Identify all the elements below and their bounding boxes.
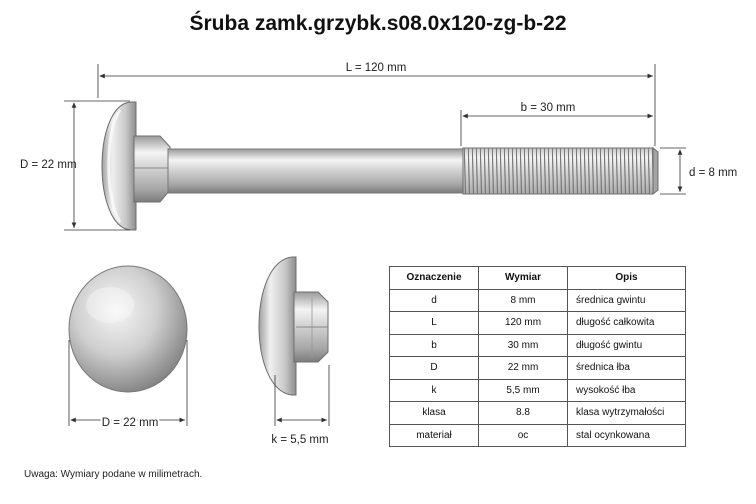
cell-description: stal ocynkowana [568,424,686,447]
cell-designation: D [390,357,479,380]
thread-length-label: b = 30 mm [520,102,576,114]
table-header-row [390,267,686,290]
cell-designation: k [390,379,479,402]
spec-table [389,266,686,447]
head-diameter-side-label: D = 22 mm [20,159,77,171]
table-row [390,402,686,425]
thread-diameter-label: d = 8 mm [689,167,738,179]
cell-dimension: 8.8 [479,402,568,425]
cell-designation: b [390,334,479,357]
header-description: Opis [568,267,686,290]
head-height-label: k = 5,5 mm [271,434,329,446]
bolt-side-view [102,102,658,230]
cell-dimension: 120 mm [479,312,568,335]
cell-dimension: 22 mm [479,357,568,380]
cell-designation: L [390,312,479,335]
head-diameter-top-label: D = 22 mm [101,417,159,429]
length-label: L = 120 mm [345,62,407,74]
dimension-thread-diameter [660,148,737,194]
table-row [390,357,686,380]
cell-description: wysokość łba [568,379,686,402]
cell-description: średnica gwintu [568,289,686,312]
cell-dimension: 30 mm [479,334,568,357]
cell-description: średnica łba [568,357,686,380]
table-row [390,379,686,402]
header-dimension: Wymiar [479,267,568,290]
head-profile-view [259,257,328,395]
table-row [390,424,686,447]
cell-dimension: 5,5 mm [479,379,568,402]
cell-dimension: oc [479,424,568,447]
cell-description: klasa wytrzymałości [568,402,686,425]
page-title: Śruba zamk.grzybk.s08.0x120-zg-b-22 [189,12,567,35]
header-designation: Oznaczenie [390,267,479,290]
cell-description: długość całkowita [568,312,686,335]
table-row [390,334,686,357]
table-row [390,289,686,312]
footnote: Uwaga: Wymiary podane w milimetrach. [24,469,203,480]
cell-designation: klasa [390,402,479,425]
dimension-thread-length [461,102,653,146]
cell-designation: d [390,289,479,312]
head-top-view [69,266,187,392]
cell-dimension: 8 mm [479,289,568,312]
table-row [390,312,686,335]
cell-designation: materiał [390,424,479,447]
cell-description: długość gwintu [568,334,686,357]
